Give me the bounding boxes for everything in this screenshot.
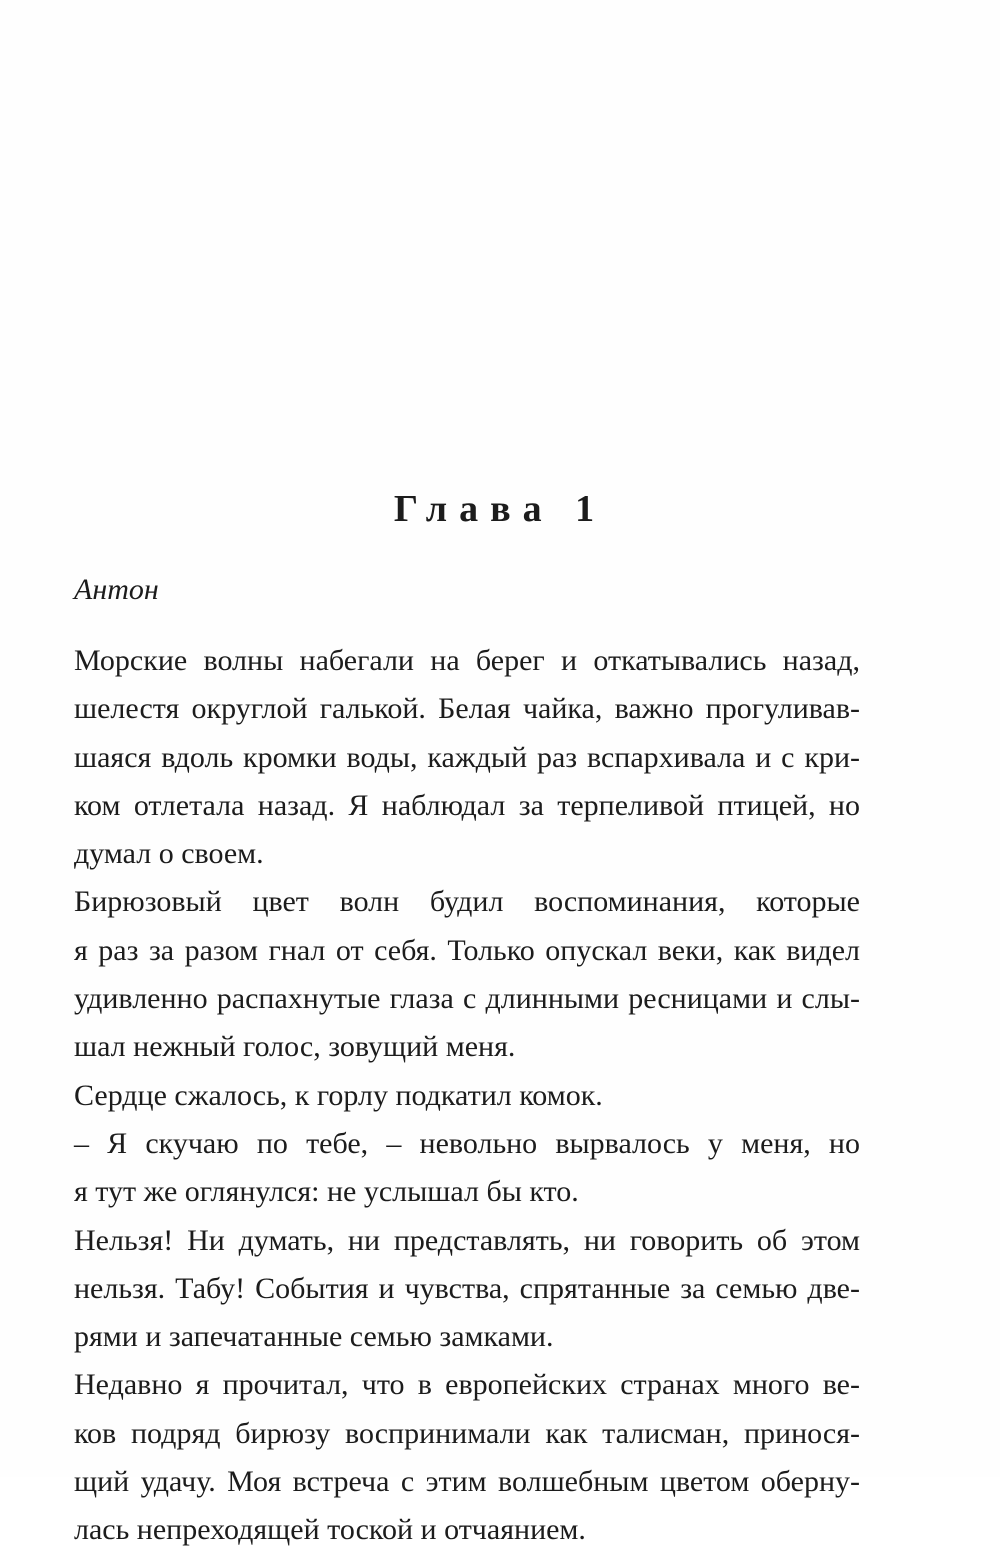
text-line: Недавно я прочитал, что в европейских странах много ве- [74,1368,860,1402]
chapter-body [74,637,860,1555]
chapter-title: Глава 1 [393,488,607,530]
text-line: Бирюзовый цвет волн будил воспоминания, которые [74,885,860,919]
text-line: удивленно распахнутые глаза с длинными ресницами и слы- [74,982,860,1016]
text-line: – Я скучаю по тебе, – невольно вырвалось у меня, но [74,1126,860,1160]
text-line: я раз за разом гнал от себя. Только опускал веки, как видел [74,933,860,967]
text-line: Сердце сжалось, к горлу подкатил комок. [74,1078,603,1112]
text-line: Нельзя! Ни думать, ни представлять, ни говорить об этом [74,1223,860,1257]
text-line: щий удачу. Моя встреча с этим волшебным цветом оберну- [74,1465,860,1499]
text-line: лась непреходящей тоской и отчаянием. [74,1513,586,1547]
text-line: шаяся вдоль кромки воды, каждый раз вспархивала и с кри- [74,740,860,774]
text-line: я тут же оглянулся: не услышал бы кто. [74,1175,579,1209]
text-line: ком отлетала назад. Я наблюдал за терпеливой птицей, но [74,788,860,822]
text-line: думал о своем. [74,837,264,871]
text-line: ков подряд бирюзу воспринимали как талисман, принося- [74,1416,860,1450]
text-line: шелестя округлой галькой. Белая чайка, важно прогуливав- [74,692,860,726]
text-line: Морские волны набегали на берег и откатывались назад, [74,644,860,677]
text-line: рями и запечатанные семью замками. [74,1320,554,1354]
text-line: шал нежный голос, зовущий меня. [74,1030,516,1064]
narrator-name: Антон [74,573,159,606]
text-line: нельзя. Табу! События и чувства, спрятанные за семью две- [74,1271,860,1305]
